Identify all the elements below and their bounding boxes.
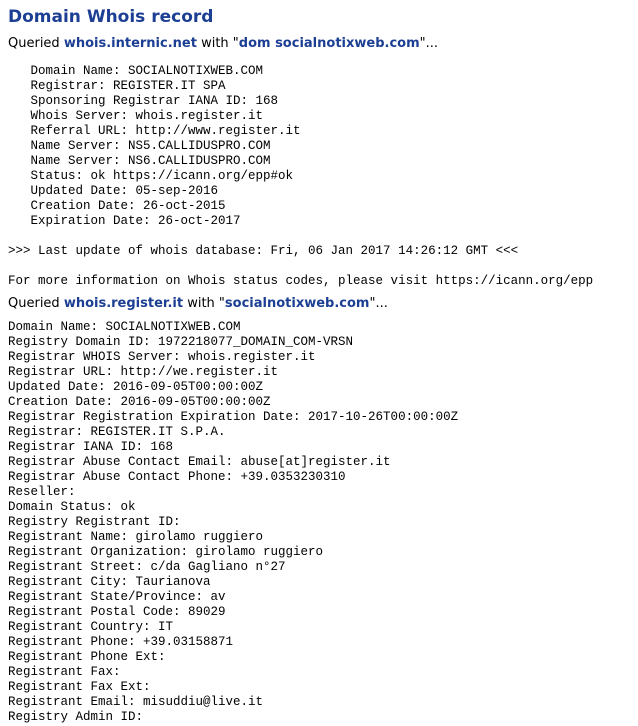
query-prefix: Queried — [8, 296, 64, 311]
query-prefix: Queried — [8, 36, 64, 51]
record-line: Registrant State/Province: av — [8, 590, 226, 604]
record-line: Creation Date: 26-oct-2015 — [8, 199, 226, 213]
record-line: Registrar IANA ID: 168 — [8, 440, 174, 454]
whois-record-internic — [8, 64, 638, 289]
record-line: Registrant Organization: girolamo ruggiero — [8, 545, 324, 559]
query-term: dom socialnotixweb.com — [238, 36, 420, 51]
record-line: Expiration Date: 26-oct-2017 — [8, 214, 241, 228]
record-line: Registrant Name: girolamo ruggiero — [8, 530, 264, 544]
query-middle: with " — [196, 36, 239, 51]
record-line: Sponsoring Registrar IANA ID: 168 — [8, 94, 279, 108]
whois-server-link[interactable]: whois.register.it — [63, 296, 184, 311]
record-line: Registrar Abuse Contact Phone: +39.0353230310 — [8, 470, 346, 484]
record-line: Registrar Abuse Contact Email: abuse[at]register.it — [8, 455, 391, 469]
record-line: Registrar: REGISTER.IT SPA — [8, 79, 226, 93]
last-update-line: >>> Last update of whois database: Fri, 06 Jan 2017 14:26:12 GMT <<< — [8, 244, 519, 258]
record-line: Registrant Phone: +39.03158871 — [8, 635, 234, 649]
record-line: Registry Admin ID: — [8, 710, 144, 724]
query-term: socialnotixweb.com — [224, 296, 370, 311]
record-line: Registry Registrant ID: — [8, 515, 181, 529]
record-line: Name Server: NS5.CALLIDUSPRO.COM — [8, 139, 271, 153]
record-line: Name Server: NS6.CALLIDUSPRO.COM — [8, 154, 271, 168]
record-line: Registrar WHOIS Server: whois.register.it — [8, 350, 316, 364]
record-line: Updated Date: 05-sep-2016 — [8, 184, 219, 198]
record-line: Registrar: REGISTER.IT S.P.A. — [8, 425, 226, 439]
query-line-internic — [8, 35, 638, 52]
record-line: Domain Name: SOCIALNOTIXWEB.COM — [8, 320, 241, 334]
record-line: Registrant Postal Code: 89029 — [8, 605, 226, 619]
query-line-register — [8, 295, 638, 312]
query-suffix: "... — [369, 296, 388, 311]
whois-server-link[interactable]: whois.internic.net — [63, 36, 197, 51]
record-line: Status: ok https://icann.org/epp#ok — [8, 169, 294, 183]
record-line: Registrant Street: c/da Gagliano n°27 — [8, 560, 286, 574]
record-line: Registrar URL: http://we.register.it — [8, 365, 279, 379]
record-line: Domain Name: SOCIALNOTIXWEB.COM — [8, 64, 264, 78]
query-suffix: "... — [419, 36, 439, 51]
whois-record-register — [8, 320, 638, 725]
record-line: Referral URL: http://www.register.it — [8, 124, 301, 138]
record-line: Creation Date: 2016-09-05T00:00:00Z — [8, 395, 271, 409]
record-line: Reseller: — [8, 485, 76, 499]
record-line: Registrant Email: misuddiu@live.it — [8, 695, 264, 709]
record-line: Domain Status: ok — [8, 500, 136, 514]
query-middle: with " — [183, 296, 225, 311]
record-line: Registrar Registration Expiration Date: 2017-10-26T00:00:00Z — [8, 410, 459, 424]
record-line: Registry Domain ID: 1972218077_DOMAIN_COM-VRSN — [8, 335, 354, 349]
record-line: Registrant Country: IT — [8, 620, 174, 634]
record-line: Updated Date: 2016-09-05T00:00:00Z — [8, 380, 264, 394]
more-info-line: For more information on Whois status codes, please visit https://icann.org/epp — [8, 274, 594, 288]
record-line: Registrant Fax Ext: — [8, 680, 151, 694]
record-line: Registrant City: Taurianova — [8, 575, 211, 589]
record-line: Whois Server: whois.register.it — [8, 109, 264, 123]
record-line: Registrant Fax: — [8, 665, 121, 679]
record-line: Registrant Phone Ext: — [8, 650, 166, 664]
page-title: Domain Whois record — [8, 7, 214, 27]
